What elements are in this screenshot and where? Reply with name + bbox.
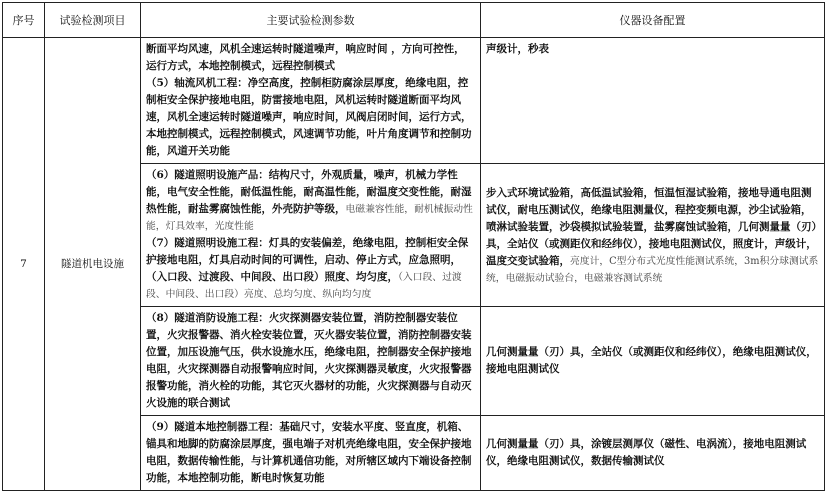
- equipment-text: 几何测量量（刃）具，全站仪（或测距仪和经纬仪），绝缘电阻测试仪，接地电阻测试仪: [486, 346, 817, 375]
- equipment-text-normal: 亮度计，C型分布式光度性能测试系统，3m积分球测试系统，电磁振动试验台，电磁兼容测试系统: [486, 256, 819, 284]
- table-row: [3, 38, 825, 164]
- params-text-normal: （入口段、过渡段、中间段、出口段）亮度、总均匀度、纵向均匀度: [146, 272, 462, 300]
- params-text: （8）隧道消防设施工程：火灾探测器安装位置，消防控制器安装位置，火灾报警器、消火栓安装位置，灭火器安装位置，消防控制器安装位置，加压设施气压，供水设施水压，绝缘电阻，控制器安全保护接地电阻，火灾探测器自动报警响应时间，火灾探测器灵敏度，火灾报警器报警功能，消火栓的功能，其它灭火器材的功能，火灾探测器与自动灭火设施的联合测试: [146, 312, 472, 409]
- equipment-text: 声级计，秒表: [486, 43, 549, 55]
- equipment-text: 步入式环境试验箱，高低温试验箱，恒温恒湿试验箱，接地导通电阻测试仪，耐电压测试仪，绝缘电阻测量仪，程控变频电源，沙尘试验箱，喷淋试验装置，沙袋模拟试验装置，盐雾腐蚀试验箱，几何测量量（刃）具，全站仪（或测距仪和经纬仪），接地电阻测试仪，照度计，声级计，温度交变试验箱，: [486, 187, 817, 267]
- equipment-cell: [481, 416, 825, 491]
- table-header-row: [3, 3, 825, 38]
- header-item: 试验检测项目: [45, 3, 141, 38]
- row-item: 隧道机电设施: [45, 38, 141, 491]
- params-text: （5）轴流风机工程：净空高度，控制柜防腐涂层厚度，绝缘电阻，控制柜安全保护接地电阻，防雷接地电阻，风机运转时隧道断面平均风速，风机全速运转时隧道噪声，响应时间，风阀启闭时间，运行方式，本地控制模式，远程控制模式，风速调节功能，叶片角度调节和控制功能，风道开关功能: [146, 77, 472, 157]
- inspection-table: [2, 2, 825, 491]
- params-text-normal: 电磁兼容性能，耐机械振动性能，灯具效率，光度性能: [146, 204, 473, 232]
- equipment-cell: [481, 38, 825, 164]
- params-text: （6）隧道照明设施产品：结构尺寸，外观质量，噪声，机械力学性能，电气安全性能，耐低温性能，耐高温性能，耐温度交变性能，耐湿热性能，耐盐雾腐蚀性能，外壳防护等级，: [146, 169, 472, 215]
- params-cell: [141, 307, 481, 416]
- params-text: （7）隧道照明设施工程：灯具的安装偏差，绝缘电阻，控制柜安全保护接地电阻，灯具启动时间的可调性，启动、停止方式，应急照明，（入口段、过渡段、中间段、出口段）照度、均匀度，: [146, 237, 469, 283]
- row-number: 7: [3, 38, 45, 491]
- params-cell: [141, 416, 481, 491]
- header-no: 序号: [3, 3, 45, 38]
- equipment-text: 几何测量量（刃）具，涂镀层测厚仪（磁性、电涡流），接地电阻测试仪，绝缘电阻测试仪，数据传输测试仪: [486, 438, 807, 467]
- equipment-cell: [481, 307, 825, 416]
- params-cell: [141, 38, 481, 164]
- equipment-cell: [481, 164, 825, 307]
- header-params: 主要试验检测参数: [141, 3, 481, 38]
- params-text: （9）隧道本地控制器工程：基础尺寸，安装水平度、竖直度，机箱、锚具和地脚的防腐涂层厚度，强电端子对机壳绝缘电阻，安全保护接地电阻，数据传输性能，与计算机通信功能，对所辖区域内下端设备控制功能，本地控制功能，断电时恢复功能: [146, 421, 472, 484]
- params-text: 断面平均风速，风机全速运转时隧道噪声，响应时间 ，方向可控性，运行方式，本地控制模式，远程控制模式: [146, 43, 465, 72]
- params-cell: [141, 164, 481, 307]
- header-equipment: 仪器设备配置: [481, 3, 825, 38]
